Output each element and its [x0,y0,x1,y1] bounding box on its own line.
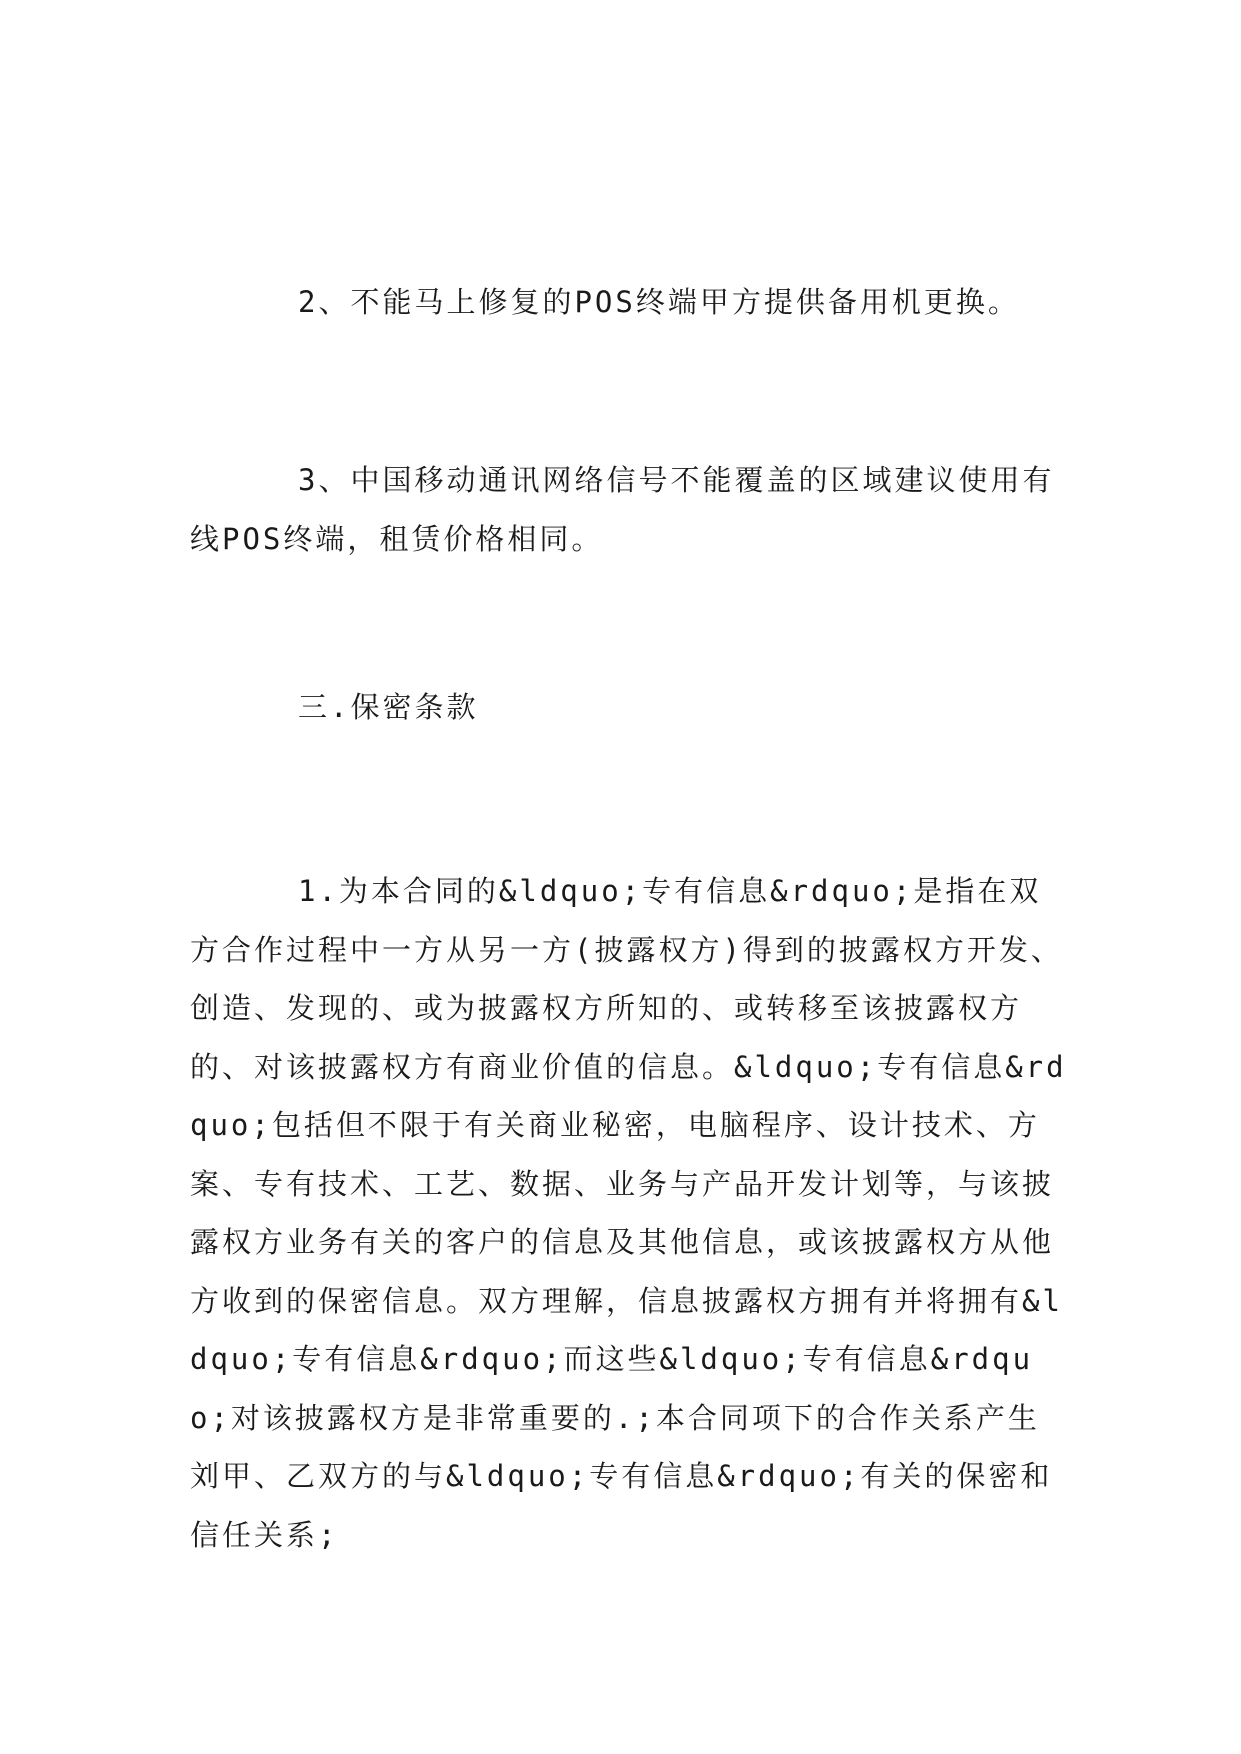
confidentiality-clause-1-paragraph: 1.为本合同的&ldquo;专有信息&rdquo;是指在双方合作过程中一方从另一方(披露权方)得到的披露权方开发、创造、发现的、或为披露权方所知的、或转移至该披露权方的、对该披露权方有商业价值的信息。&ldquo;专有信息&rdquo;包括但不限于有关商业秘密，电脑程序、设计技术、方案、专有技术、工艺、数据、业务与产品开发计划等，与该披露权方业务有关的客户的信息及其他信息，或该披露权方从他方收到的保密信息。双方理解，信息披露权方拥有并将拥有&ldquo;专有信息&rdquo;而这些&ldquo;专有信息&rdquo;对该披露权方是非常重要的.;本合同项下的合作关系产生刘甲、乙双方的与&ldquo;专有信息&rdquo;有关的保密和信任关系; [190,874,1067,1552]
clause-2-paragraph: 2、不能马上修复的POS终端甲方提供备用机更换。 [298,285,1020,319]
clause-3-paragraph: 3、中国移动通讯网络信号不能覆盖的区域建议使用有线POS终端，租赁价格相同。 [190,463,1055,556]
section-heading-confidentiality: 三.保密条款 [298,690,479,724]
